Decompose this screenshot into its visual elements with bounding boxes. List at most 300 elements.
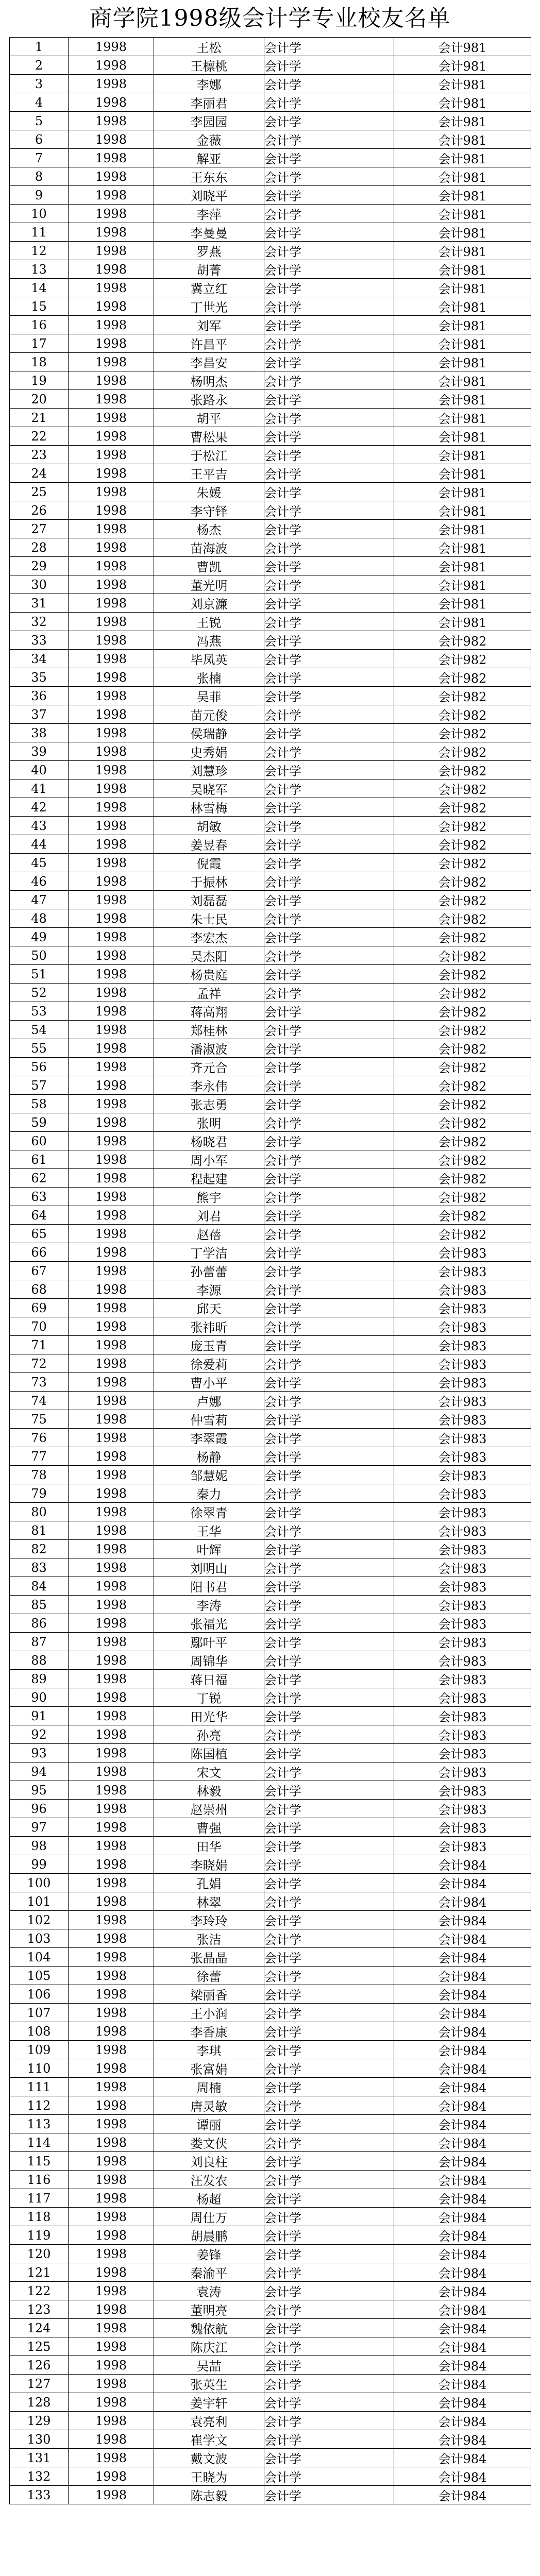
table-row: [10, 2245, 531, 2263]
enrollment-year-cell: 1998: [69, 205, 154, 223]
class-name-cell: 会计982: [394, 909, 531, 928]
class-name-cell: 会计982: [394, 928, 531, 946]
major-cell: 会计学: [264, 2022, 394, 2041]
class-name-cell: 会计982: [394, 1021, 531, 1039]
enrollment-year-cell: 1998: [69, 1188, 154, 1206]
class-name-cell: 会计982: [394, 1095, 531, 1113]
row-number-cell: 58: [10, 1095, 69, 1113]
class-name-cell: 会计983: [394, 1558, 531, 1577]
alumni-name-cell: 杨静: [154, 1447, 264, 1466]
alumni-name-cell: 刘晓平: [154, 186, 264, 205]
row-number-cell: 46: [10, 872, 69, 891]
enrollment-year-cell: 1998: [69, 1558, 154, 1577]
major-cell: 会计学: [264, 1725, 394, 1744]
major-cell: 会计学: [264, 1188, 394, 1206]
major-cell: 会计学: [264, 1800, 394, 1818]
alumni-name-cell: 潘淑波: [154, 1039, 264, 1058]
enrollment-year-cell: 1998: [69, 891, 154, 909]
alumni-name-cell: 于松江: [154, 446, 264, 464]
alumni-name-cell: 刘明山: [154, 1558, 264, 1577]
major-cell: 会计学: [264, 779, 394, 798]
class-name-cell: 会计982: [394, 1076, 531, 1095]
alumni-name-cell: 袁亮利: [154, 2412, 264, 2430]
row-number-cell: 106: [10, 1985, 69, 2004]
enrollment-year-cell: 1998: [69, 334, 154, 353]
row-number-cell: 105: [10, 1967, 69, 1985]
major-cell: 会计学: [264, 1132, 394, 1150]
table-row: [10, 817, 531, 835]
alumni-name-cell: 林雪梅: [154, 798, 264, 817]
table-row: [10, 1503, 531, 1521]
class-name-cell: 会计982: [394, 1039, 531, 1058]
table-row: [10, 2152, 531, 2171]
class-name-cell: 会计984: [394, 2356, 531, 2375]
enrollment-year-cell: 1998: [69, 1095, 154, 1113]
alumni-name-cell: 陈庆江: [154, 2337, 264, 2356]
class-name-cell: 会计984: [394, 1855, 531, 1874]
alumni-name-cell: 史秀娟: [154, 742, 264, 761]
enrollment-year-cell: 1998: [69, 1911, 154, 1929]
alumni-name-cell: 刘君: [154, 1206, 264, 1225]
table-row: [10, 1967, 531, 1985]
enrollment-year-cell: 1998: [69, 1002, 154, 1021]
major-cell: 会计学: [264, 1243, 394, 1262]
major-cell: 会计学: [264, 1484, 394, 1503]
table-row: [10, 149, 531, 167]
table-row: [10, 1985, 531, 2004]
major-cell: 会计学: [264, 2245, 394, 2263]
alumni-name-cell: 李园园: [154, 112, 264, 130]
major-cell: 会计学: [264, 2356, 394, 2375]
class-name-cell: 会计982: [394, 742, 531, 761]
enrollment-year-cell: 1998: [69, 705, 154, 724]
alumni-name-cell: 谭丽: [154, 2115, 264, 2133]
table-row: [10, 1410, 531, 1429]
class-name-cell: 会计981: [394, 56, 531, 75]
major-cell: 会计学: [264, 1874, 394, 1892]
enrollment-year-cell: 1998: [69, 1336, 154, 1354]
class-name-cell: 会计982: [394, 668, 531, 687]
class-name-cell: 会计983: [394, 1744, 531, 1762]
enrollment-year-cell: 1998: [69, 1967, 154, 1985]
class-name-cell: 会计981: [394, 260, 531, 279]
row-number-cell: 89: [10, 1670, 69, 1688]
row-number-cell: 25: [10, 483, 69, 501]
class-name-cell: 会计981: [394, 38, 531, 56]
major-cell: 会计学: [264, 1929, 394, 1948]
class-name-cell: 会计983: [394, 1373, 531, 1392]
table-row: [10, 1688, 531, 1707]
table-row: [10, 724, 531, 742]
major-cell: 会计学: [264, 1299, 394, 1317]
enrollment-year-cell: 1998: [69, 112, 154, 130]
class-name-cell: 会计984: [394, 1911, 531, 1929]
class-name-cell: 会计981: [394, 279, 531, 297]
table-row: [10, 1447, 531, 1466]
alumni-name-cell: 王东东: [154, 167, 264, 186]
major-cell: 会计学: [264, 446, 394, 464]
enrollment-year-cell: 1998: [69, 2152, 154, 2171]
class-name-cell: 会计983: [394, 1762, 531, 1781]
row-number-cell: 115: [10, 2152, 69, 2171]
alumni-name-cell: 王晓为: [154, 2467, 264, 2486]
table-row: [10, 1818, 531, 1837]
alumni-name-cell: 丁锐: [154, 1688, 264, 1707]
major-cell: 会计学: [264, 557, 394, 575]
enrollment-year-cell: 1998: [69, 2189, 154, 2208]
major-cell: 会计学: [264, 1540, 394, 1558]
class-name-cell: 会计981: [394, 538, 531, 557]
alumni-name-cell: 袁涛: [154, 2282, 264, 2300]
enrollment-year-cell: 1998: [69, 594, 154, 613]
table-row: [10, 1373, 531, 1392]
enrollment-year-cell: 1998: [69, 2337, 154, 2356]
table-row: [10, 2189, 531, 2208]
class-name-cell: 会计982: [394, 891, 531, 909]
major-cell: 会计学: [264, 705, 394, 724]
major-cell: 会计学: [264, 965, 394, 984]
row-number-cell: 85: [10, 1596, 69, 1614]
class-name-cell: 会计982: [394, 1058, 531, 1076]
alumni-name-cell: 张福光: [154, 1614, 264, 1633]
major-cell: 会计学: [264, 371, 394, 390]
alumni-name-cell: 罗燕: [154, 242, 264, 260]
class-name-cell: 会计983: [394, 1484, 531, 1503]
alumni-name-cell: 苗海波: [154, 538, 264, 557]
alumni-name-cell: 庞玉青: [154, 1336, 264, 1354]
enrollment-year-cell: 1998: [69, 1596, 154, 1614]
row-number-cell: 82: [10, 1540, 69, 1558]
row-number-cell: 120: [10, 2245, 69, 2263]
enrollment-year-cell: 1998: [69, 353, 154, 371]
major-cell: 会计学: [264, 909, 394, 928]
row-number-cell: 22: [10, 427, 69, 446]
enrollment-year-cell: 1998: [69, 2449, 154, 2467]
class-name-cell: 会计981: [394, 130, 531, 149]
enrollment-year-cell: 1998: [69, 316, 154, 334]
enrollment-year-cell: 1998: [69, 668, 154, 687]
major-cell: 会计学: [264, 242, 394, 260]
class-name-cell: 会计981: [394, 464, 531, 483]
class-name-cell: 会计983: [394, 1262, 531, 1280]
enrollment-year-cell: 1998: [69, 835, 154, 854]
table-row: [10, 1429, 531, 1447]
enrollment-year-cell: 1998: [69, 1243, 154, 1262]
alumni-name-cell: 吴菲: [154, 687, 264, 705]
table-row: [10, 38, 531, 56]
alumni-name-cell: 李守铎: [154, 501, 264, 520]
table-row: [10, 371, 531, 390]
major-cell: 会计学: [264, 1762, 394, 1781]
class-name-cell: 会计981: [394, 483, 531, 501]
row-number-cell: 92: [10, 1725, 69, 1744]
table-row: [10, 1781, 531, 1800]
alumni-name-cell: 娄文侠: [154, 2133, 264, 2152]
enrollment-year-cell: 1998: [69, 854, 154, 872]
class-name-cell: 会计982: [394, 779, 531, 798]
class-name-cell: 会计981: [394, 297, 531, 316]
class-name-cell: 会计981: [394, 334, 531, 353]
enrollment-year-cell: 1998: [69, 1169, 154, 1188]
table-row: [10, 1132, 531, 1150]
row-number-cell: 26: [10, 501, 69, 520]
class-name-cell: 会计982: [394, 965, 531, 984]
table-row: [10, 2208, 531, 2226]
row-number-cell: 128: [10, 2393, 69, 2412]
class-name-cell: 会计982: [394, 1113, 531, 1132]
major-cell: 会计学: [264, 687, 394, 705]
alumni-name-cell: 张志勇: [154, 1095, 264, 1113]
class-name-cell: 会计984: [394, 2171, 531, 2189]
row-number-cell: 64: [10, 1206, 69, 1225]
enrollment-year-cell: 1998: [69, 2078, 154, 2096]
class-name-cell: 会计982: [394, 650, 531, 668]
class-name-cell: 会计982: [394, 761, 531, 779]
row-number-cell: 118: [10, 2208, 69, 2226]
alumni-name-cell: 林翠: [154, 1892, 264, 1911]
enrollment-year-cell: 1998: [69, 984, 154, 1002]
class-name-cell: 会计984: [394, 2041, 531, 2059]
alumni-name-cell: 宋文: [154, 1762, 264, 1781]
enrollment-year-cell: 1998: [69, 75, 154, 93]
major-cell: 会计学: [264, 1596, 394, 1614]
major-cell: 会计学: [264, 2375, 394, 2393]
table-row: [10, 464, 531, 483]
class-name-cell: 会计982: [394, 1225, 531, 1243]
alumni-name-cell: 熊宇: [154, 1188, 264, 1206]
row-number-cell: 71: [10, 1336, 69, 1354]
major-cell: 会计学: [264, 260, 394, 279]
alumni-name-cell: 徐爱莉: [154, 1354, 264, 1373]
alumni-name-cell: 丁学洁: [154, 1243, 264, 1262]
row-number-cell: 11: [10, 223, 69, 242]
alumni-name-cell: 王锐: [154, 613, 264, 631]
enrollment-year-cell: 1998: [69, 1484, 154, 1503]
alumni-name-cell: 侯瑞静: [154, 724, 264, 742]
alumni-name-cell: 李晓娟: [154, 1855, 264, 1874]
alumni-name-cell: 张洁: [154, 1929, 264, 1948]
major-cell: 会计学: [264, 2078, 394, 2096]
major-cell: 会计学: [264, 742, 394, 761]
table-row: [10, 260, 531, 279]
major-cell: 会计学: [264, 2226, 394, 2245]
alumni-name-cell: 陈国植: [154, 1744, 264, 1762]
major-cell: 会计学: [264, 279, 394, 297]
major-cell: 会计学: [264, 1558, 394, 1577]
table-row: [10, 928, 531, 946]
enrollment-year-cell: 1998: [69, 1929, 154, 1948]
enrollment-year-cell: 1998: [69, 1855, 154, 1874]
alumni-name-cell: 刘磊磊: [154, 891, 264, 909]
enrollment-year-cell: 1998: [69, 1633, 154, 1651]
class-name-cell: 会计984: [394, 2004, 531, 2022]
major-cell: 会计学: [264, 1225, 394, 1243]
table-row: [10, 1670, 531, 1688]
table-row: [10, 1911, 531, 1929]
alumni-name-cell: 唐灵敏: [154, 2096, 264, 2115]
table-row: [10, 1317, 531, 1336]
row-number-cell: 41: [10, 779, 69, 798]
enrollment-year-cell: 1998: [69, 557, 154, 575]
table-row: [10, 2059, 531, 2078]
enrollment-year-cell: 1998: [69, 2041, 154, 2059]
table-row: [10, 1262, 531, 1280]
enrollment-year-cell: 1998: [69, 297, 154, 316]
class-name-cell: 会计984: [394, 1967, 531, 1985]
major-cell: 会计学: [264, 2171, 394, 2189]
class-name-cell: 会计984: [394, 1874, 531, 1892]
class-name-cell: 会计981: [394, 390, 531, 409]
major-cell: 会计学: [264, 1670, 394, 1688]
table-row: [10, 167, 531, 186]
table-row: [10, 1837, 531, 1855]
class-name-cell: 会计984: [394, 1892, 531, 1911]
row-number-cell: 113: [10, 2115, 69, 2133]
alumni-name-cell: 孟祥: [154, 984, 264, 1002]
alumni-name-cell: 杨超: [154, 2189, 264, 2208]
alumni-name-cell: 吴喆: [154, 2356, 264, 2375]
major-cell: 会计学: [264, 631, 394, 650]
class-name-cell: 会计983: [394, 1299, 531, 1317]
alumni-name-cell: 姜昱春: [154, 835, 264, 854]
enrollment-year-cell: 1998: [69, 650, 154, 668]
table-row: [10, 1651, 531, 1670]
table-row: [10, 2375, 531, 2393]
table-row: [10, 446, 531, 464]
alumni-name-cell: 李曼曼: [154, 223, 264, 242]
major-cell: 会计学: [264, 409, 394, 427]
table-row: [10, 2022, 531, 2041]
table-row: [10, 2449, 531, 2467]
table-row: [10, 1466, 531, 1484]
enrollment-year-cell: 1998: [69, 798, 154, 817]
major-cell: 会计学: [264, 1948, 394, 1967]
table-row: [10, 1874, 531, 1892]
major-cell: 会计学: [264, 1985, 394, 2004]
table-row: [10, 2337, 531, 2356]
row-number-cell: 34: [10, 650, 69, 668]
class-name-cell: 会计983: [394, 1243, 531, 1262]
class-name-cell: 会计981: [394, 316, 531, 334]
major-cell: 会计学: [264, 1206, 394, 1225]
enrollment-year-cell: 1998: [69, 483, 154, 501]
table-row: [10, 242, 531, 260]
enrollment-year-cell: 1998: [69, 186, 154, 205]
enrollment-year-cell: 1998: [69, 1707, 154, 1725]
row-number-cell: 37: [10, 705, 69, 724]
class-name-cell: 会计982: [394, 687, 531, 705]
class-name-cell: 会计982: [394, 835, 531, 854]
major-cell: 会计学: [264, 2059, 394, 2078]
alumni-name-cell: 张英生: [154, 2375, 264, 2393]
class-name-cell: 会计984: [394, 2208, 531, 2226]
alumni-name-cell: 董光明: [154, 575, 264, 594]
alumni-name-cell: 魏依航: [154, 2319, 264, 2337]
alumni-name-cell: 苗元俊: [154, 705, 264, 724]
row-number-cell: 27: [10, 520, 69, 538]
row-number-cell: 29: [10, 557, 69, 575]
class-name-cell: 会计984: [394, 2467, 531, 2486]
alumni-name-cell: 孙亮: [154, 1725, 264, 1744]
row-number-cell: 107: [10, 2004, 69, 2022]
major-cell: 会计学: [264, 2189, 394, 2208]
class-name-cell: 会计981: [394, 446, 531, 464]
major-cell: 会计学: [264, 1818, 394, 1837]
alumni-name-cell: 周仕万: [154, 2208, 264, 2226]
table-row: [10, 909, 531, 928]
class-name-cell: 会计981: [394, 371, 531, 390]
table-row: [10, 2412, 531, 2430]
class-name-cell: 会计982: [394, 872, 531, 891]
row-number-cell: 129: [10, 2412, 69, 2430]
major-cell: 会计学: [264, 575, 394, 594]
alumni-name-cell: 杨贵庭: [154, 965, 264, 984]
major-cell: 会计学: [264, 2115, 394, 2133]
table-row: [10, 316, 531, 334]
enrollment-year-cell: 1998: [69, 1021, 154, 1039]
class-name-cell: 会计981: [394, 557, 531, 575]
table-row: [10, 1039, 531, 1058]
class-name-cell: 会计983: [394, 1596, 531, 1614]
class-name-cell: 会计982: [394, 1188, 531, 1206]
class-name-cell: 会计984: [394, 2300, 531, 2319]
table-row: [10, 854, 531, 872]
class-name-cell: 会计981: [394, 112, 531, 130]
class-name-cell: 会计982: [394, 1150, 531, 1169]
table-row: [10, 2226, 531, 2245]
enrollment-year-cell: 1998: [69, 1317, 154, 1336]
class-name-cell: 会计982: [394, 984, 531, 1002]
major-cell: 会计学: [264, 2430, 394, 2449]
class-name-cell: 会计984: [394, 2096, 531, 2115]
class-name-cell: 会计983: [394, 1688, 531, 1707]
major-cell: 会计学: [264, 1911, 394, 1929]
row-number-cell: 72: [10, 1354, 69, 1373]
class-name-cell: 会计984: [394, 2430, 531, 2449]
enrollment-year-cell: 1998: [69, 1410, 154, 1429]
enrollment-year-cell: 1998: [69, 2226, 154, 2245]
row-number-cell: 73: [10, 1373, 69, 1392]
row-number-cell: 4: [10, 93, 69, 112]
major-cell: 会计学: [264, 872, 394, 891]
table-row: [10, 650, 531, 668]
alumni-name-cell: 王华: [154, 1521, 264, 1540]
table-row: [10, 2004, 531, 2022]
class-name-cell: 会计983: [394, 1354, 531, 1373]
alumni-name-cell: 齐元合: [154, 1058, 264, 1076]
enrollment-year-cell: 1998: [69, 946, 154, 965]
row-number-cell: 8: [10, 167, 69, 186]
alumni-name-cell: 李丽君: [154, 93, 264, 112]
enrollment-year-cell: 1998: [69, 279, 154, 297]
enrollment-year-cell: 1998: [69, 223, 154, 242]
class-name-cell: 会计983: [394, 1540, 531, 1558]
row-number-cell: 5: [10, 112, 69, 130]
row-number-cell: 125: [10, 2337, 69, 2356]
major-cell: 会计学: [264, 1503, 394, 1521]
enrollment-year-cell: 1998: [69, 779, 154, 798]
alumni-name-cell: 王小润: [154, 2004, 264, 2022]
row-number-cell: 111: [10, 2078, 69, 2096]
alumni-name-cell: 姜宇轩: [154, 2393, 264, 2412]
enrollment-year-cell: 1998: [69, 2004, 154, 2022]
table-row: [10, 2078, 531, 2096]
row-number-cell: 52: [10, 984, 69, 1002]
major-cell: 会计学: [264, 1410, 394, 1429]
major-cell: 会计学: [264, 2208, 394, 2226]
enrollment-year-cell: 1998: [69, 2412, 154, 2430]
row-number-cell: 102: [10, 1911, 69, 1929]
